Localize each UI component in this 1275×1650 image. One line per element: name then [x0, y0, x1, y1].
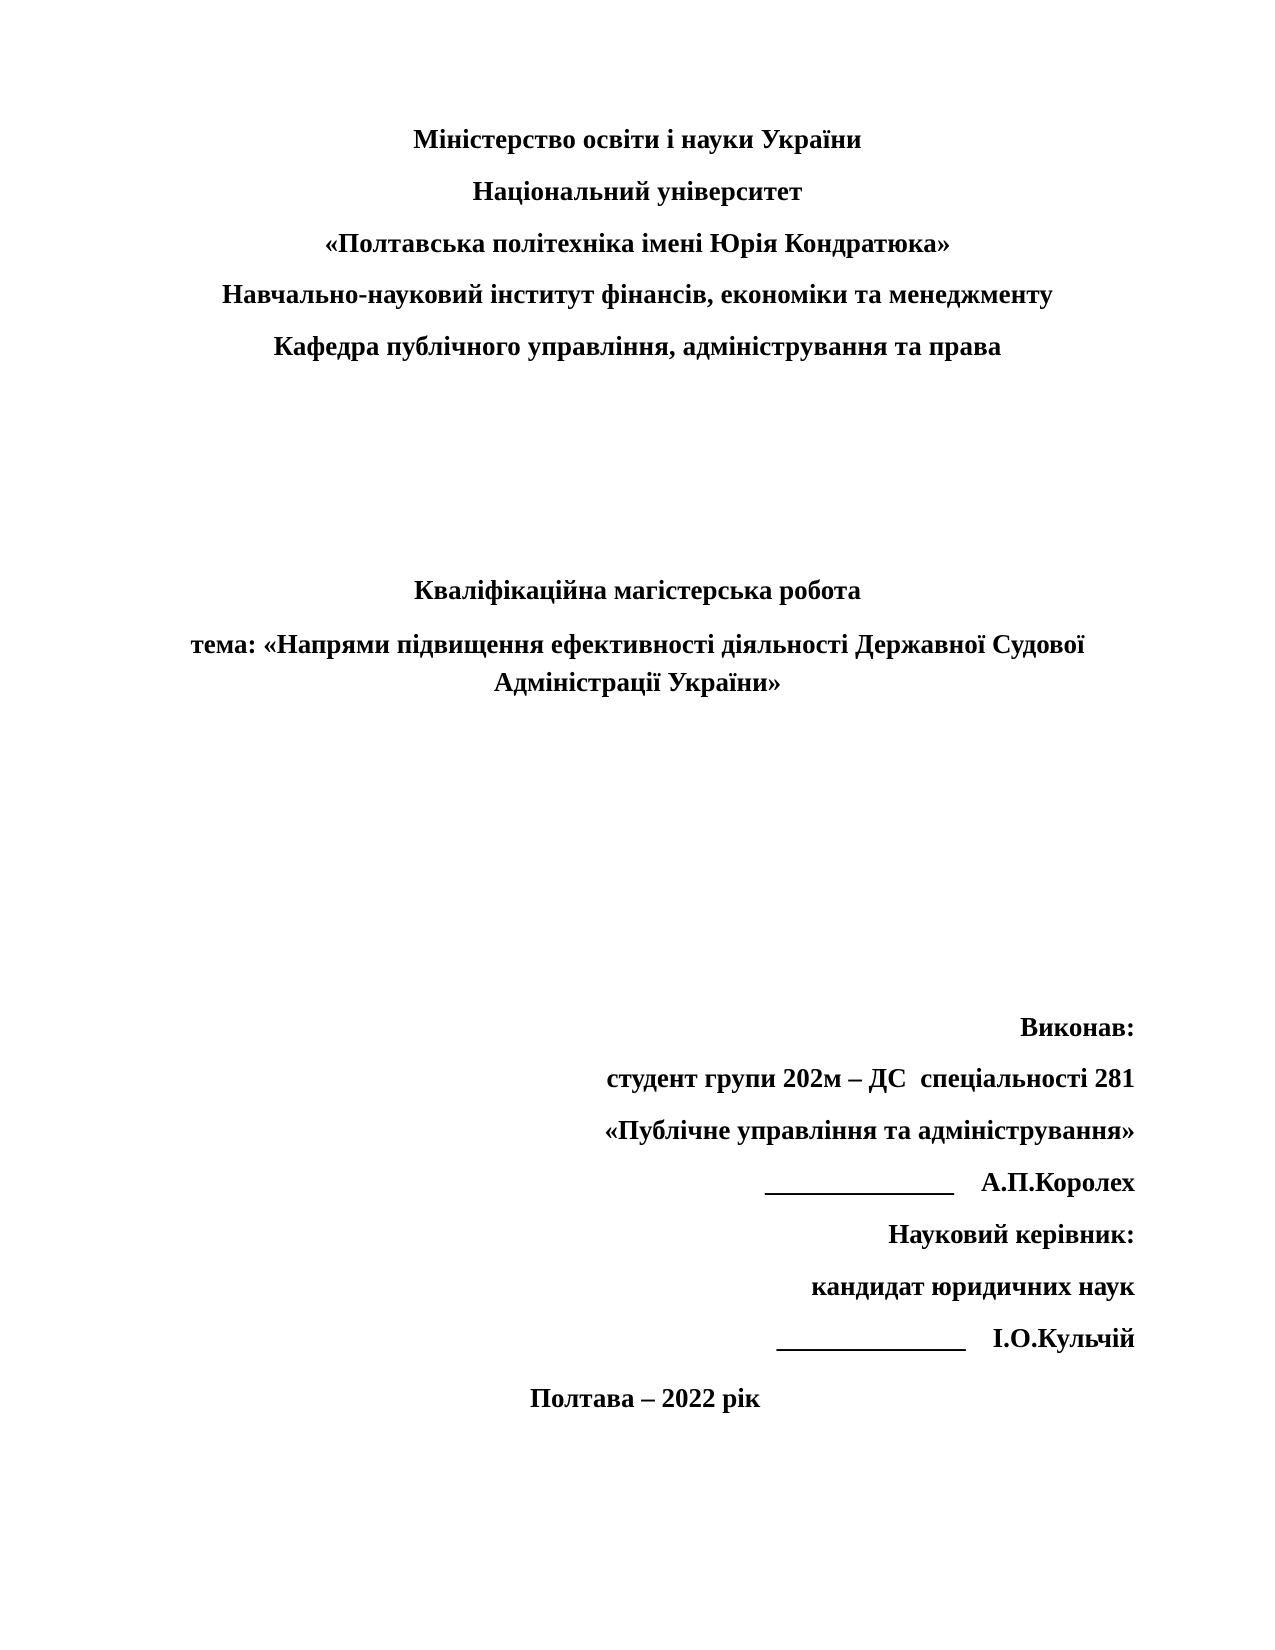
student-group-line: студент групи 202м – ДС спеціальності 281: [606, 1063, 1135, 1094]
supervisor-signature-line: ______________ І.О.Кульчій: [776, 1322, 1135, 1353]
supervisor-degree-line: кандидат юридичних наук: [811, 1270, 1135, 1301]
specialty-name-line: «Публічне управління та адміністрування»: [604, 1115, 1135, 1146]
department-line: Кафедра публічного управління, адміністрування та права: [273, 331, 1002, 362]
city-year-block: [140, 1378, 1135, 1419]
work-type-label: Кваліфікаційна магістерська робота: [413, 575, 862, 606]
institution-header: [140, 114, 1135, 373]
ministry-line: Міністерство освіти і науки України: [413, 124, 862, 154]
institute-line: Навчально-науковий інститут фінансів, економіки та менеджменту: [222, 279, 1053, 310]
university-line: Національний університет: [472, 175, 803, 206]
city-year-line: Полтава – 2022 рік: [530, 1383, 761, 1414]
supervisor-label: Науковий керівник:: [888, 1218, 1135, 1249]
thesis-topic: тема: «Напрями підвищення ефективності діяльності Державної Судової Адміністрації України»: [190, 628, 1085, 698]
author-block: [140, 1002, 1135, 1365]
performed-by-label: Виконав:: [1020, 1011, 1135, 1042]
university-name-line: «Полтавська політехніка імені Юрія Кондратюка»: [324, 227, 951, 258]
student-signature-line: ______________ А.П.Королех: [765, 1167, 1135, 1198]
thesis-title-block: [140, 565, 1135, 701]
